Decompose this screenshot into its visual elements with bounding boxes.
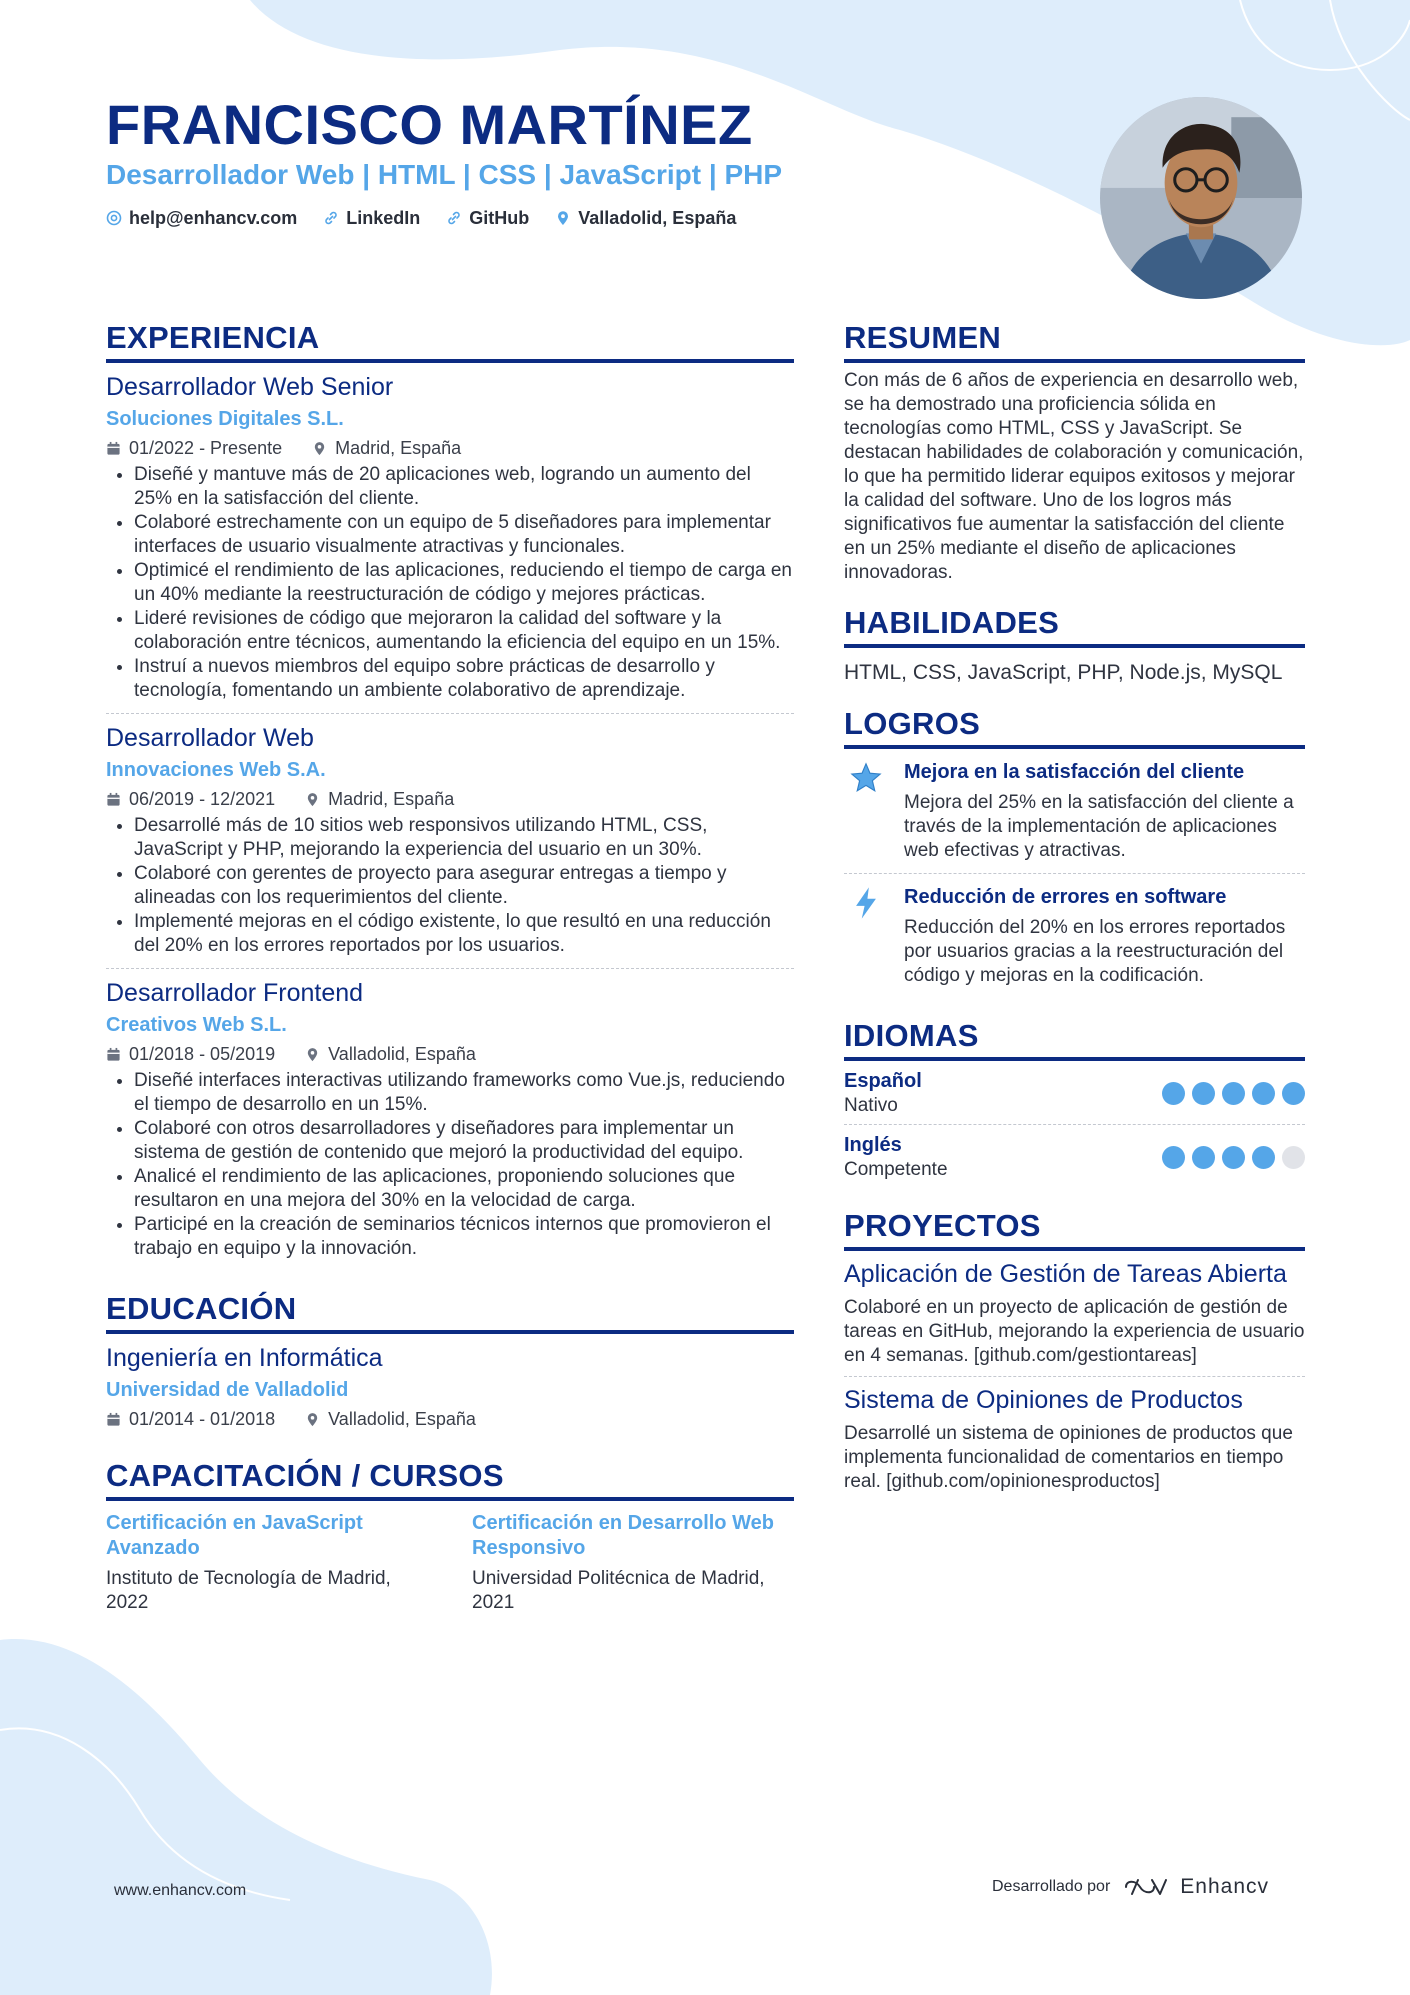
brand-name: Enhancv bbox=[1180, 1875, 1270, 1898]
job-title: Desarrollador Web Senior bbox=[106, 373, 394, 401]
enhancv-logo-icon bbox=[1122, 1876, 1168, 1898]
footer-brand bbox=[992, 1875, 1269, 1899]
job-bullets bbox=[106, 463, 794, 703]
contact-bar bbox=[106, 206, 736, 230]
rating-dot-filled bbox=[1252, 1146, 1275, 1169]
job-dates: 06/2019 - 12/2021 bbox=[129, 789, 276, 809]
contact-location-text: Valladolid, España bbox=[578, 208, 737, 228]
rating-dot-filled bbox=[1222, 1082, 1245, 1105]
achievement-text: Reducción del 20% en los errores reportados por usuarios gracias a la reestructuración del código y mejoras en la codificación. bbox=[904, 917, 1286, 986]
candidate-name: FRANCISCO MARTÍNEZ bbox=[106, 93, 753, 156]
job-location: Valladolid, España bbox=[328, 1044, 476, 1064]
degree-title: Ingeniería en Informática bbox=[106, 1344, 383, 1372]
bullet-item: • Colaboré con otros desarrolladores y diseñadores para implementar un sistema de gestión de contenido que mejoró la productividad del equipo. bbox=[134, 1117, 794, 1165]
course-institution: Instituto de Tecnología de Madrid, 2022 bbox=[106, 1568, 391, 1613]
language-item bbox=[844, 1061, 1305, 1125]
achievements-section bbox=[844, 704, 1305, 998]
project-text: Desarrollé un sistema de opiniones de productos que implementa funcionalidad de comentarios en tiempo real. [github.com/opinionesproductos] bbox=[844, 1423, 1293, 1492]
education-heading: EDUCACIÓN bbox=[106, 1289, 794, 1334]
bullet-item: • Participé en la creación de seminarios técnicos internos que promovieron el trabajo en equipo y la innovación. bbox=[134, 1213, 794, 1261]
contact-github-text: GitHub bbox=[469, 208, 530, 228]
company-name: Innovaciones Web S.A. bbox=[106, 759, 326, 781]
bullet-item: • Instruí a nuevos miembros del equipo sobre prácticas de desarrollo y tecnología, fomentando un ambiente colaborativo de aprendizaje. bbox=[134, 655, 794, 703]
bullet-item: • Analicé el rendimiento de las aplicaciones, proponiendo soluciones que resultaron en una mejora del 30% en la velocidad de carga. bbox=[134, 1165, 794, 1213]
courses-list bbox=[106, 1501, 794, 1615]
job-dates: 01/2018 - 05/2019 bbox=[129, 1044, 276, 1064]
language-name: Inglés bbox=[844, 1134, 902, 1156]
contact-email[interactable] bbox=[106, 206, 297, 230]
experience-heading: EXPERIENCIA bbox=[106, 318, 794, 363]
skills-heading: HABILIDADES bbox=[844, 603, 1305, 648]
bullet-item: • Diseñé y mantuve más de 20 aplicaciones web, logrando un aumento del 25% en la satisfacción del cliente. bbox=[134, 463, 794, 511]
job-dates: 01/2022 - Presente bbox=[129, 438, 283, 458]
achievement-item bbox=[844, 874, 1305, 998]
language-rating bbox=[1162, 1082, 1305, 1105]
at-icon bbox=[106, 210, 122, 226]
education-dates: 01/2014 - 01/2018 bbox=[129, 1409, 276, 1429]
skills-text: HTML, CSS, JavaScript, PHP, Node.js, MySQL bbox=[844, 661, 1283, 684]
contact-location bbox=[555, 206, 736, 230]
course-item bbox=[106, 1511, 428, 1615]
company-name: Creativos Web S.L. bbox=[106, 1014, 287, 1036]
link-icon bbox=[323, 210, 339, 226]
star-icon bbox=[849, 761, 883, 795]
rating-dot-filled bbox=[1282, 1082, 1305, 1105]
achievements-heading: LOGROS bbox=[844, 704, 1305, 749]
experience-entry bbox=[106, 714, 794, 969]
job-meta bbox=[106, 435, 794, 461]
summary-text: Con más de 6 años de experiencia en desarrollo web, se ha demostrado una proficiencia sólida en tecnologías como HTML, CSS y JavaScript. Se destacan habilidades de colaboración y comunicación, lo que ha permitido liderar equipos exitosos y mejorar la calidad del software. Uno de los logros más significativos fue aumentar la satisfacción del cliente en un 25% mediante el diseño de aplicaciones innovadoras. bbox=[844, 370, 1304, 583]
job-bullets bbox=[106, 814, 794, 958]
contact-email-text: help@enhancv.com bbox=[129, 208, 298, 228]
courses-section bbox=[106, 1456, 794, 1615]
course-item bbox=[472, 1511, 794, 1615]
contact-linkedin[interactable] bbox=[323, 206, 420, 230]
bullet-item: • Diseñé interfaces interactivas utilizando frameworks como Vue.js, reduciendo el tiempo de desarrollo en un 15%. bbox=[134, 1069, 794, 1117]
bullet-item: • Lideré revisiones de código que mejoraron la calidad del software y la colaboración entre técnicos, aumentando la eficiencia del equipo en un 15%. bbox=[134, 607, 794, 655]
job-title: Desarrollador Web bbox=[106, 724, 314, 752]
experience-entry bbox=[106, 363, 794, 714]
project-text: Colaboré en un proyecto de aplicación de gestión de tareas en GitHub, mejorando la experiencia de usuario en 4 semanas. [github.com/gestiontareas] bbox=[844, 1297, 1305, 1366]
language-rating bbox=[1162, 1146, 1305, 1169]
education-section bbox=[106, 1289, 794, 1438]
bullet-item: • Implementé mejoras en el código existente, lo que resultó en una reducción del 20% en los errores reportados por los usuarios. bbox=[134, 910, 794, 958]
course-title: Certificación en JavaScript Avanzado bbox=[106, 1512, 363, 1559]
company-name: Soluciones Digitales S.L. bbox=[106, 408, 344, 430]
calendar-icon bbox=[106, 441, 121, 456]
rating-dot-filled bbox=[1252, 1082, 1275, 1105]
footer-website[interactable]: www.enhancv.com bbox=[114, 1882, 247, 1899]
calendar-icon bbox=[106, 1412, 121, 1427]
rating-dot-empty bbox=[1282, 1146, 1305, 1169]
language-name: Español bbox=[844, 1070, 922, 1092]
lightning-icon bbox=[851, 886, 881, 920]
rating-dot-filled bbox=[1222, 1146, 1245, 1169]
course-institution: Universidad Politécnica de Madrid, 2021 bbox=[472, 1568, 765, 1613]
school-name: Universidad de Valladolid bbox=[106, 1379, 349, 1401]
job-meta bbox=[106, 1041, 794, 1067]
language-level: Nativo bbox=[844, 1095, 898, 1116]
education-location: Valladolid, España bbox=[328, 1409, 476, 1429]
profile-photo bbox=[1100, 97, 1302, 299]
rating-dot-filled bbox=[1162, 1082, 1185, 1105]
achievement-title: Mejora en la satisfacción del cliente bbox=[904, 761, 1245, 783]
projects-section bbox=[844, 1206, 1305, 1502]
location-icon bbox=[305, 792, 320, 807]
location-icon bbox=[312, 441, 327, 456]
bullet-item: • Desarrollé más de 10 sitios web responsivos utilizando HTML, CSS, JavaScript y PHP, mejorando la experiencia del usuario en un 30%. bbox=[134, 814, 794, 862]
calendar-icon bbox=[106, 1047, 121, 1062]
bullet-item: • Colaboré con gerentes de proyecto para asegurar entregas a tiempo y alineadas con los requerimientos del cliente. bbox=[134, 862, 794, 910]
project-item bbox=[844, 1377, 1305, 1502]
project-title: Aplicación de Gestión de Tareas Abierta bbox=[844, 1260, 1287, 1288]
project-title: Sistema de Opiniones de Productos bbox=[844, 1386, 1243, 1414]
rating-dot-filled bbox=[1192, 1082, 1215, 1105]
candidate-tagline: Desarrollador Web | HTML | CSS | JavaScript | PHP bbox=[106, 159, 783, 190]
right-column bbox=[844, 318, 1305, 1520]
language-level: Competente bbox=[844, 1159, 948, 1180]
project-item bbox=[844, 1251, 1305, 1377]
skills-section bbox=[844, 603, 1305, 686]
projects-heading: PROYECTOS bbox=[844, 1206, 1305, 1251]
experience-section bbox=[106, 318, 794, 1271]
languages-heading: IDIOMAS bbox=[844, 1016, 1305, 1061]
calendar-icon bbox=[106, 792, 121, 807]
job-bullets bbox=[106, 1069, 794, 1261]
achievement-item bbox=[844, 749, 1305, 874]
job-location: Madrid, España bbox=[335, 438, 462, 458]
powered-by-text: Desarrollado por bbox=[992, 1878, 1111, 1895]
summary-heading: RESUMEN bbox=[844, 318, 1305, 363]
summary-section bbox=[844, 318, 1305, 585]
achievement-text: Mejora del 25% en la satisfacción del cliente a través de la implementación de aplicaciones web efectivas y atractivas. bbox=[904, 792, 1294, 861]
course-title: Certificación en Desarrollo Web Responsivo bbox=[472, 1512, 774, 1559]
job-meta bbox=[106, 786, 794, 812]
contact-github[interactable] bbox=[446, 206, 529, 230]
job-title: Desarrollador Frontend bbox=[106, 979, 364, 1007]
education-meta bbox=[106, 1406, 794, 1432]
courses-heading: CAPACITACIÓN / CURSOS bbox=[106, 1456, 794, 1501]
contact-linkedin-text: LinkedIn bbox=[346, 208, 421, 228]
education-entry bbox=[106, 1334, 794, 1438]
language-item bbox=[844, 1125, 1305, 1188]
rating-dot-filled bbox=[1192, 1146, 1215, 1169]
left-column bbox=[106, 318, 794, 1633]
location-icon bbox=[305, 1047, 320, 1062]
bullet-item: • Optimicé el rendimiento de las aplicaciones, reduciendo el tiempo de carga en un 40% mediante la reestructuración de código y mejores prácticas. bbox=[134, 559, 794, 607]
languages-section bbox=[844, 1016, 1305, 1188]
job-location: Madrid, España bbox=[328, 789, 455, 809]
bullet-item: • Colaboré estrechamente con un equipo de 5 diseñadores para implementar interfaces de usuario visualmente atractivas y funcionales. bbox=[134, 511, 794, 559]
rating-dot-filled bbox=[1162, 1146, 1185, 1169]
location-icon bbox=[555, 210, 571, 226]
location-icon bbox=[305, 1412, 320, 1427]
achievement-title: Reducción de errores en software bbox=[904, 886, 1227, 908]
link-icon bbox=[446, 210, 462, 226]
experience-entry bbox=[106, 969, 794, 1271]
